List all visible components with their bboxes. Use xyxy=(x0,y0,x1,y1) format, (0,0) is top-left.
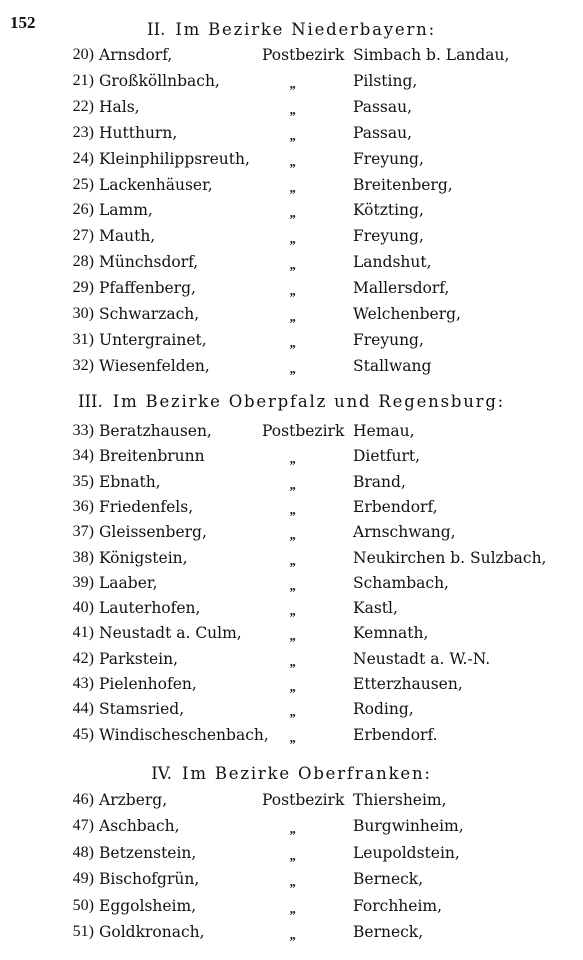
entry-number: 40) xyxy=(72,599,94,617)
place-name: Lauterhofen, xyxy=(99,599,201,618)
entry-number: 45) xyxy=(72,725,94,743)
list-item xyxy=(0,624,583,648)
district-label: „ xyxy=(290,127,297,143)
post-office: Landshut, xyxy=(353,253,432,272)
entry-number: 36) xyxy=(72,497,94,515)
section-numeral: IV. xyxy=(151,764,173,783)
entry-number: 21) xyxy=(72,71,94,89)
list-item xyxy=(0,897,583,921)
entry-number: 27) xyxy=(72,227,94,245)
place-name: Lackenhäuser, xyxy=(99,175,213,194)
post-office: Neustadt a. W.-N. xyxy=(353,649,491,668)
post-office: Simbach b. Landau, xyxy=(353,46,510,64)
district-label: „ xyxy=(290,101,297,117)
post-office: Burgwinheim, xyxy=(353,817,464,836)
list-item xyxy=(0,227,583,251)
post-office: Erbendorf. xyxy=(353,725,438,744)
place-name: Neustadt a. Culm, xyxy=(99,624,242,643)
place-name: Großköllnbach, xyxy=(99,71,220,90)
place-name: Wiesenfelden, xyxy=(99,356,210,375)
district-label: „ xyxy=(290,874,297,890)
place-name: Aschbach, xyxy=(99,817,180,836)
post-office: Dietfurt, xyxy=(353,447,421,466)
page-number: 152 xyxy=(10,13,36,32)
entry-number: 42) xyxy=(72,649,94,667)
place-name: Windischeschenbach, xyxy=(99,725,269,744)
entry-number: 51) xyxy=(72,923,94,940)
post-office: Freyung, xyxy=(353,149,424,168)
list-item xyxy=(0,305,583,329)
list-item xyxy=(0,844,583,868)
post-office: Neukirchen b. Sulzbach, xyxy=(353,548,547,567)
district-label: „ xyxy=(290,577,297,593)
entry-number: 32) xyxy=(72,356,94,374)
entry-number: 28) xyxy=(72,253,94,271)
district-label: „ xyxy=(290,309,297,324)
post-office: Freyung, xyxy=(353,330,424,349)
entry-number: 43) xyxy=(72,675,94,692)
post-office: Welchenberg, xyxy=(353,305,461,323)
entry-number: 49) xyxy=(72,870,94,888)
post-office: Hemau, xyxy=(353,422,415,440)
list-item xyxy=(0,473,583,497)
entry-number: 44) xyxy=(72,700,94,718)
entry-number: 23) xyxy=(72,123,94,141)
district-label: „ xyxy=(290,927,297,942)
post-office: Mallersdorf, xyxy=(353,279,450,298)
place-name: Friedenfels, xyxy=(99,497,194,516)
district-label: „ xyxy=(290,283,297,299)
district-label: „ xyxy=(290,476,297,492)
post-office: Etterzhausen, xyxy=(353,675,463,693)
entry-number: 38) xyxy=(72,548,94,566)
entry-number: 29) xyxy=(72,279,94,297)
post-office: Berneck, xyxy=(353,923,424,941)
place-name: Gleissenberg, xyxy=(99,523,207,542)
post-office: Kastl, xyxy=(353,599,398,618)
place-name: Mauth, xyxy=(99,227,156,246)
entry-number: 48) xyxy=(72,843,94,861)
entry-number: 41) xyxy=(72,624,94,642)
place-name: Beratzhausen, xyxy=(99,422,212,440)
post-office: Breitenberg, xyxy=(353,175,453,194)
post-office: Thiersheim, xyxy=(353,791,447,809)
district-label: Postbezirk xyxy=(262,46,345,64)
list-item xyxy=(0,817,583,841)
post-office: Pilsting, xyxy=(353,71,418,90)
place-name: Lamm, xyxy=(99,201,153,220)
entry-number: 35) xyxy=(72,472,94,490)
list-item xyxy=(0,700,583,724)
list-item xyxy=(0,279,583,303)
section-heading-oberpfalz xyxy=(0,392,583,411)
list-item xyxy=(0,650,583,674)
entry-number: 39) xyxy=(72,573,94,591)
district-label: „ xyxy=(290,75,297,91)
district-label: „ xyxy=(290,847,297,863)
list-item xyxy=(0,357,583,381)
district-label: „ xyxy=(290,821,297,837)
list-item xyxy=(0,447,583,471)
post-office: Erbendorf, xyxy=(353,497,438,516)
place-name: Untergrainet, xyxy=(99,330,207,349)
section-title: Im Bezirke Oberpfalz und Regensburg: xyxy=(112,392,506,411)
section-numeral: II. xyxy=(147,20,166,39)
list-item xyxy=(0,72,583,96)
list-item xyxy=(0,923,583,947)
district-label: „ xyxy=(290,653,297,669)
entry-number: 24) xyxy=(72,149,94,167)
entry-number: 34) xyxy=(72,447,94,465)
district-label: Postbezirk xyxy=(262,791,345,809)
district-label: „ xyxy=(290,334,297,350)
post-office: Roding, xyxy=(353,700,414,719)
place-name: Hals, xyxy=(99,97,140,116)
list-item xyxy=(0,574,583,598)
list-item xyxy=(0,549,583,573)
district-label: „ xyxy=(290,501,297,517)
district-label: Postbezirk xyxy=(262,422,345,440)
district-label: „ xyxy=(290,360,297,376)
entry-number: 30) xyxy=(72,305,94,322)
district-label: „ xyxy=(290,179,297,195)
district-label: „ xyxy=(290,257,297,273)
district-label: „ xyxy=(290,729,297,745)
place-name: Pielenhofen, xyxy=(99,675,197,693)
place-name: Betzenstein, xyxy=(99,843,197,862)
place-name: Breitenbrunn xyxy=(99,447,205,466)
list-item xyxy=(0,201,583,225)
entry-number: 31) xyxy=(72,330,94,348)
list-item xyxy=(0,675,583,699)
post-office: Passau, xyxy=(353,97,413,116)
list-item xyxy=(0,422,583,446)
section-numeral: III. xyxy=(77,392,103,411)
place-name: Arzberg, xyxy=(99,791,168,809)
place-name: Münchsdorf, xyxy=(99,253,199,272)
list-item xyxy=(0,870,583,894)
list-item xyxy=(0,253,583,277)
section-heading-oberfranken xyxy=(0,764,583,783)
entry-number: 25) xyxy=(72,175,94,193)
entry-number: 22) xyxy=(72,97,94,115)
list-item xyxy=(0,523,583,547)
list-item xyxy=(0,331,583,355)
list-item xyxy=(0,726,583,750)
post-office: Forchheim, xyxy=(353,896,443,915)
post-office: Kötzting, xyxy=(353,201,424,220)
district-label: „ xyxy=(290,231,297,247)
entry-number: 50) xyxy=(72,896,94,914)
place-name: Goldkronach, xyxy=(99,923,205,941)
list-item xyxy=(0,176,583,200)
list-item xyxy=(0,150,583,174)
post-office: Stallwang xyxy=(353,356,432,375)
entry-number: 26) xyxy=(72,201,94,219)
place-name: Laaber, xyxy=(99,573,158,592)
entry-number: 37) xyxy=(72,523,94,541)
post-office: Berneck, xyxy=(353,870,424,889)
entry-number: 33) xyxy=(72,422,94,439)
district-label: „ xyxy=(290,451,297,467)
place-name: Pfaffenberg, xyxy=(99,279,196,298)
place-name: Bischofgrün, xyxy=(99,870,200,889)
post-office: Schambach, xyxy=(353,573,449,592)
place-name: Hutthurn, xyxy=(99,123,178,142)
post-office: Leupoldstein, xyxy=(353,843,460,862)
entry-number: 46) xyxy=(72,791,94,808)
entry-number: 20) xyxy=(72,46,94,63)
place-name: Kleinphilippsreuth, xyxy=(99,149,250,168)
district-label: „ xyxy=(290,628,297,644)
place-name: Schwarzach, xyxy=(99,305,200,323)
section-title: Im Bezirke Oberfranken: xyxy=(182,764,432,783)
district-label: „ xyxy=(290,704,297,720)
list-item xyxy=(0,599,583,623)
entry-number: 47) xyxy=(72,817,94,835)
place-name: Eggolsheim, xyxy=(99,896,197,915)
post-office: Kemnath, xyxy=(353,624,429,643)
section-title: Im Bezirke Niederbayern: xyxy=(175,20,436,39)
list-item xyxy=(0,98,583,122)
district-label: „ xyxy=(290,900,297,916)
post-office: Passau, xyxy=(353,123,413,142)
section-heading-niederbayern xyxy=(0,20,583,39)
list-item xyxy=(0,791,583,815)
place-name: Königstein, xyxy=(99,548,188,567)
post-office: Arnschwang, xyxy=(353,523,456,542)
district-label: „ xyxy=(290,527,297,543)
place-name: Ebnath, xyxy=(99,472,161,491)
post-office: Freyung, xyxy=(353,227,424,246)
district-label: „ xyxy=(290,205,297,221)
list-item xyxy=(0,46,583,70)
district-label: „ xyxy=(290,603,297,619)
district-label: „ xyxy=(290,679,297,694)
place-name: Stamsried, xyxy=(99,700,185,719)
district-label: „ xyxy=(290,552,297,568)
place-name: Parkstein, xyxy=(99,649,178,668)
list-item xyxy=(0,124,583,148)
post-office: Brand, xyxy=(353,472,406,491)
district-label: „ xyxy=(290,153,297,169)
place-name: Arnsdorf, xyxy=(99,46,173,64)
list-item xyxy=(0,498,583,522)
